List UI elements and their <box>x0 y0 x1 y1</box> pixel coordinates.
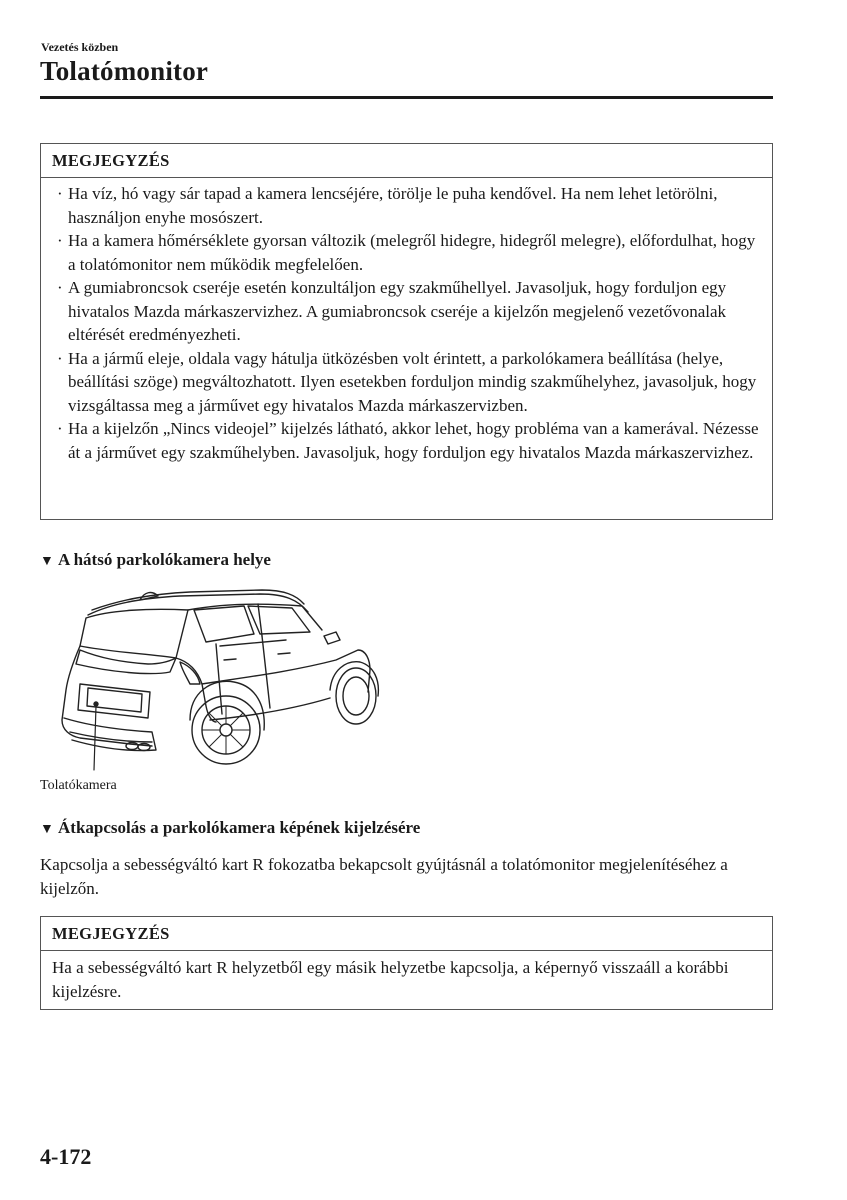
camera-location-heading <box>40 550 271 570</box>
note-body: Ha a sebességváltó kart R helyzetből egy másik helyzetbe kapcsolja, a képernyő visszaáll a korábbi kijelzésre. <box>52 958 729 1001</box>
triangle-marker-icon: ▼ <box>40 822 54 837</box>
car-rear-illustration <box>40 580 380 780</box>
list-item: · Ha a kamera hőmérséklete gyorsan változik (melegről hidegre, hidegről melegre), előfordulhat, hogy a tolatómonitor nem működik megfelelően. <box>57 229 762 276</box>
title-rule <box>40 96 773 99</box>
list-item: · Ha a jármű eleje, oldala vagy hátulja ütközésben volt érintett, a parkolókamera beállítása (helye, beállítási szöge) megváltozhatott. Ilyen esetekben forduljon mindig szakműhelyhez, javasoljuk, hogy vizsgáltassa meg a járművet egy hivatalos Mazda márkaszervizben. <box>57 347 762 418</box>
note-heading: MEGJEGYZÉS <box>41 144 772 178</box>
switching-heading-text: Átkapcsolás a parkolókamera képének kijelzésére <box>58 818 421 837</box>
note-box <box>40 143 773 520</box>
switching-heading <box>40 818 420 838</box>
note-box <box>40 916 773 1010</box>
note-body <box>41 178 772 470</box>
page-title: Tolatómonitor <box>40 56 209 86</box>
section-label: Vezetés közben <box>41 40 119 54</box>
camera-caption: Tolatókamera <box>40 778 117 793</box>
triangle-marker-icon: ▼ <box>40 554 54 569</box>
note-heading: MEGJEGYZÉS <box>41 917 772 951</box>
note-list <box>57 182 762 464</box>
camera-location-heading-text: A hátsó parkolókamera helye <box>58 550 271 569</box>
switching-paragraph: Kapcsolja a sebességváltó kart R fokozatba bekapcsolt gyújtásnál a tolatómonitor megjelenítéséhez a kijelzőn. <box>40 855 728 898</box>
list-item: · A gumiabroncsok cseréje esetén konzultáljon egy szakműhellyel. Javasoljuk, hogy forduljon egy hivatalos Mazda márkaszervizhez. A gumiabroncsok cseréje a kijelzőn megjelenő vezetővonalak eltérését eredményezheti. <box>57 276 762 347</box>
list-item: · Ha a kijelzőn „Nincs videojel” kijelzés látható, akkor lehet, hogy probléma van a kamerával. Nézesse át a járművet egy szakműhelyben. Javasoljuk, hogy forduljon egy hivatalos Mazda márkaszervizhez. <box>57 417 762 464</box>
page-number: 4-172 <box>40 1144 92 1169</box>
list-item: · Ha víz, hó vagy sár tapad a kamera lencséjére, törölje le puha kendővel. Ha nem lehet letörölni, használjon enyhe mosószert. <box>57 182 762 229</box>
